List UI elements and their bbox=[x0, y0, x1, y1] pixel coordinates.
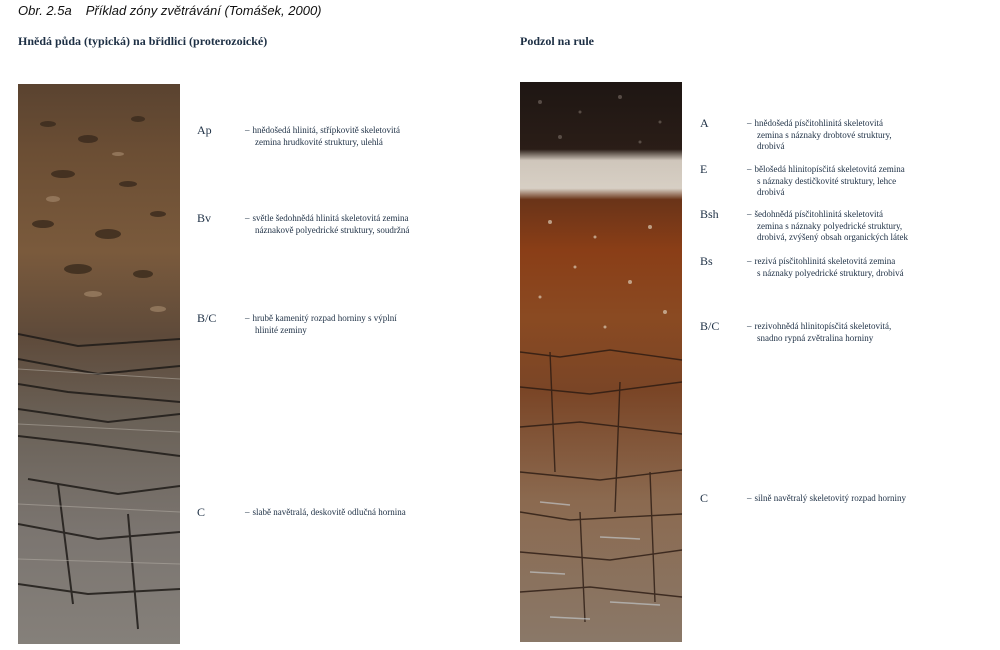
horizon-label: E bbox=[700, 162, 708, 176]
horizon-description: – rezivá písčitohlinitá skeletovitá zemina s náznaky polyedrické struktury, drobivá bbox=[747, 256, 904, 278]
horizon-label: B/C bbox=[197, 311, 217, 325]
figure-caption-text: Příklad zóny zvětrávání (Tomášek, 2000) bbox=[85, 3, 322, 18]
figure-number: Obr. 2.5a bbox=[18, 3, 72, 18]
horizon-description: – hrubě kamenitý rozpad horniny s výplní hlinité zeminy bbox=[245, 313, 397, 335]
soil-photo-cambisol bbox=[18, 84, 180, 644]
horizon-description: – slabě navětralá, deskovitě odlučná hornina bbox=[245, 507, 406, 517]
horizon-label: A bbox=[700, 116, 709, 130]
profile-title-left: Hnědá půda (typická) na břidlici (proterozoické) bbox=[18, 34, 268, 48]
horizon-description: – bělošedá hlinitopísčitá skeletovitá zemina s náznaky destičkovité struktury, lehce drobivá bbox=[747, 164, 905, 197]
horizon-label: Bv bbox=[197, 211, 212, 225]
soil-photo-podzol bbox=[520, 82, 682, 642]
figure-caption bbox=[18, 3, 322, 18]
profile-title-right: Podzol na rule bbox=[520, 34, 594, 48]
horizon-label: C bbox=[197, 505, 206, 519]
horizon-description: – rezivohnědá hlinitopísčitá skeletovitá, snadno rypná zvětralina horniny bbox=[747, 321, 892, 343]
horizon-description: – silně navětralý skeletovitý rozpad horniny bbox=[747, 493, 906, 503]
horizon-label: Bsh bbox=[700, 207, 719, 221]
horizon-description: – šedohnědá písčitohlinitá skeletovitá zemina s náznaky polyedrické struktury, drobivá, zvýšený obsah organických látek bbox=[747, 209, 909, 242]
horizon-label: Bs bbox=[700, 254, 713, 268]
horizon-description: – hnědošedá písčitohlinitá skeletovitá zemina s náznaky drobtové struktury, drobivá bbox=[747, 118, 892, 151]
horizon-description: – světle šedohnědá hlinitá skeletovitá zemina náznakově polyedrické struktury, soudržná bbox=[245, 213, 410, 235]
horizon-label: C bbox=[700, 491, 709, 505]
horizon-label: B/C bbox=[700, 319, 720, 333]
horizon-label: Ap bbox=[197, 123, 212, 137]
horizon-description: – hnědošedá hlinitá, střípkovitě skeletovitá zemina hrudkovité struktury, ulehlá bbox=[245, 125, 400, 147]
